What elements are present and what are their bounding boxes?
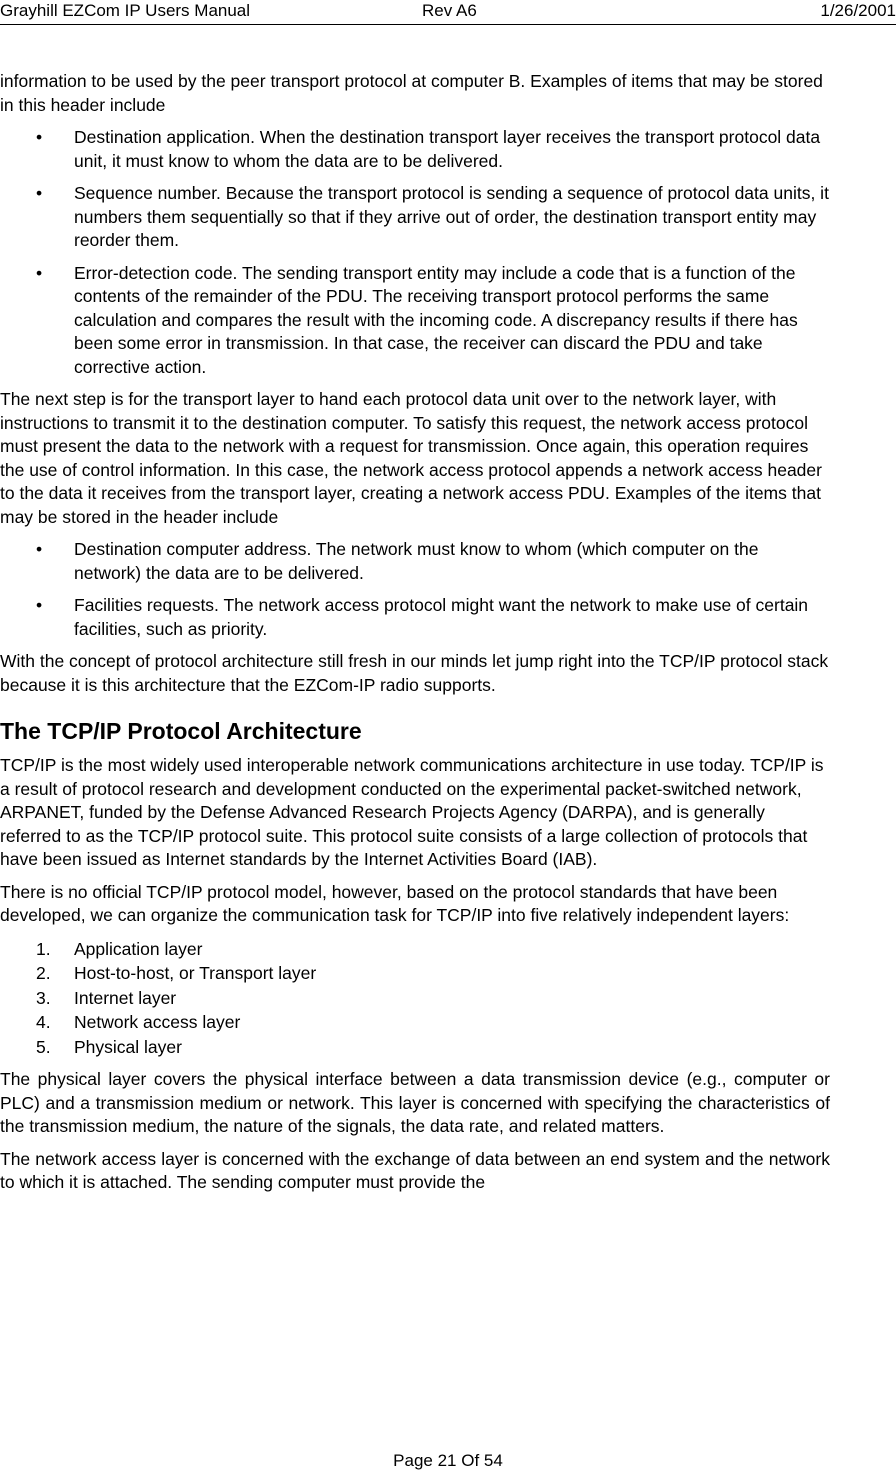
- list-number: 1.: [36, 938, 51, 959]
- list-item-text: Application layer: [74, 938, 203, 959]
- bullet-icon: •: [36, 262, 43, 283]
- list-item: [0, 126, 830, 173]
- header-date: 1/26/2001: [820, 1, 896, 20]
- concept-paragraph: With the concept of protocol architecture still fresh in our minds let jump right into the TCP/IP protocol stack because it is this architecture that the EZCom-IP radio supports.: [0, 651, 829, 695]
- network-access-paragraph: The network access layer is concerned with the exchange of data between an end system and the network to which it is attached. The sending computer must provide the: [0, 1148, 830, 1192]
- section-heading: The TCP/IP Protocol Architecture: [0, 718, 362, 744]
- list-item: [0, 1010, 830, 1035]
- list-item: [0, 961, 830, 986]
- layer-list: [0, 937, 830, 1060]
- bullet-icon: •: [36, 183, 43, 203]
- list-item-text: Sequence number. Because the transport protocol is sending a sequence of protocol data units, it numbers them sequentially so that if they arrive out of order, the destination transport entity may reorder them.: [74, 183, 829, 250]
- list-item: [0, 937, 830, 962]
- list-item: [0, 986, 830, 1011]
- network-layer-paragraph: The next step is for the transport layer to hand each protocol data unit over to the network layer, with instructions to transmit it to the destination computer. To satisfy this request, the network access protocol must present the data to the network with a request for transmission. Once again, this operation requires the use of control information. In this case, the network access protocol appends a network access header to the data it receives from the transport layer, creating a network access PDU. Examples of the items that may be stored in the header include: [0, 389, 822, 527]
- tcpip-paragraph: TCP/IP is the most widely used interoperable network communications architecture in use today. TCP/IP is a result of protocol research and development conducted on the experimental packet-switched network, ARPANET, funded by the Defense Advanced Research Projects Agency (DARPA), and is generally referred to as the TCP/IP protocol suite. This protocol suite consists of a large collection of protocols that have been issued as Internet standards by the Internet Activities Board (IAB).: [0, 755, 824, 869]
- list-item-text: Destination application. When the destination transport layer receives the transport protocol data unit, it must know to whom the data are to be delivered.: [74, 127, 821, 171]
- list-item-text: Internet layer: [74, 987, 177, 1008]
- page-header: [0, 0, 896, 25]
- intro-paragraph: information to be used by the peer transport protocol at computer B. Examples of items that may be stored in this header include: [0, 71, 823, 115]
- transport-header-bullet-list: [0, 126, 830, 379]
- physical-layer-paragraph: The physical layer covers the physical interface between a data transmission device (e.g., computer or PLC) and a transmission medium or network. This layer is concerned with specifying the characteristics of the transmission medium, the nature of the signals, the data rate, and related matters.: [0, 1069, 830, 1136]
- list-item: [0, 538, 830, 585]
- list-item: [0, 594, 830, 641]
- page-number: Page 21 Of 54: [393, 1451, 503, 1470]
- list-number: 2.: [36, 963, 51, 983]
- list-item: [0, 182, 830, 253]
- network-header-bullet-list: [0, 538, 830, 641]
- list-item: [0, 1035, 830, 1060]
- header-title: Grayhill EZCom IP Users Manual: [0, 1, 251, 20]
- list-item-text: Host-to-host, or Transport layer: [74, 963, 317, 983]
- list-number: 5.: [36, 1036, 51, 1057]
- list-item-text: Destination computer address. The network must know to whom (which computer on the network) the data are to be delivered.: [74, 539, 759, 583]
- bullet-icon: •: [36, 127, 43, 147]
- page-body: [0, 70, 830, 1204]
- bullet-icon: •: [36, 539, 43, 559]
- list-item: [0, 262, 830, 380]
- protocol-model-paragraph: There is no official TCP/IP protocol model, however, based on the protocol standards that have been developed, we can organize the communication task for TCP/IP into five relatively independent layers:: [0, 881, 790, 925]
- list-item-text: Facilities requests. The network access protocol might want the network to make use of certain facilities, such as priority.: [74, 595, 809, 639]
- list-item-text: Network access layer: [74, 1012, 241, 1032]
- header-revision: Rev A6: [422, 1, 477, 20]
- list-number: 3.: [36, 987, 51, 1008]
- list-number: 4.: [36, 1012, 51, 1032]
- list-item-text: Error-detection code. The sending transport entity may include a code that is a function of the contents of the remainder of the PDU. The receiving transport protocol performs the same calculation and compares the result with the incoming code. A discrepancy results if there has been some error in transmission. In that case, the receiver can discard the PDU and take corrective action.: [74, 262, 798, 377]
- list-item-text: Physical layer: [74, 1036, 182, 1057]
- bullet-icon: •: [36, 595, 43, 615]
